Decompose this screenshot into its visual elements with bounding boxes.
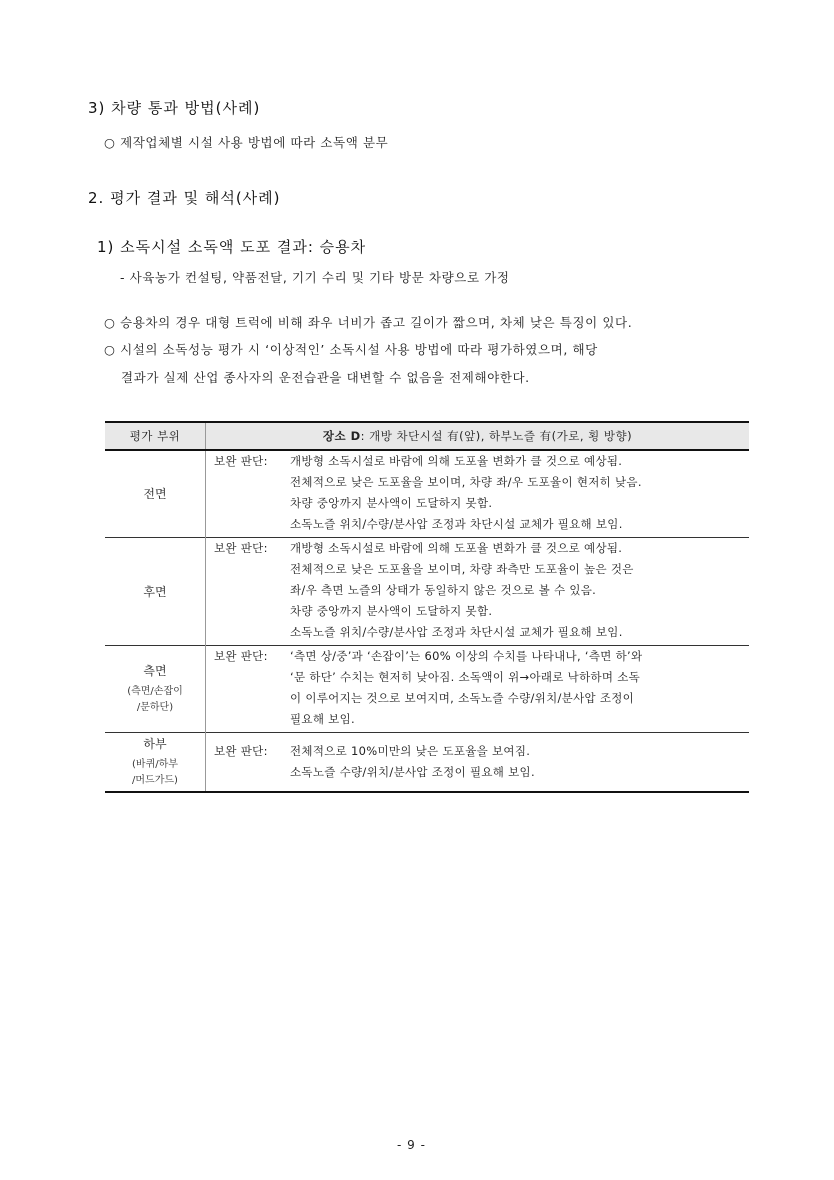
- assessment-text: 좌/우 측면 노즐의 상태가 동일하지 않은 것으로 볼 수 있음.: [290, 583, 597, 597]
- assessment-line: [214, 451, 749, 472]
- supplement-judgment-label: 보완 판단:: [214, 541, 268, 555]
- page-number: - 9 -: [397, 1138, 426, 1152]
- row-part-subtitle: /문하단): [136, 702, 174, 713]
- assessment-text: ‘문 하단’ 수치는 현저히 낮아짐. 소독액이 위→아래로 낙하하며 소독: [290, 670, 641, 684]
- assessment-line: [214, 514, 749, 535]
- row-part-name: 측면: [143, 664, 167, 678]
- row-part-name: 후면: [143, 584, 167, 599]
- row-part-subtitle: /머드가드): [132, 775, 178, 786]
- supplement-judgment-label: 보완 판단:: [214, 744, 268, 758]
- section-3-title: 3) 차량 통과 방법(사례): [88, 99, 261, 117]
- assessment-text: 개방형 소독시설로 바람에 의해 도포율 변화가 클 것으로 예상됨.: [290, 454, 623, 468]
- table-row: [105, 733, 749, 793]
- bullet-sedan-feature: ○ 승용차의 경우 대형 트럭에 비해 좌우 너비가 좁고 길이가 짧으며, 차체 낮은 특징이 있다.: [104, 315, 633, 330]
- assessment-text: 소독노즐 위치/수량/분사압 조정과 차단시설 교체가 필요해 보임.: [290, 517, 623, 531]
- table-row: [105, 538, 749, 646]
- row-assessment-cell: [206, 646, 750, 733]
- assessment-text: 전체적으로 10%미만의 낮은 도포율을 보여짐.: [290, 744, 531, 758]
- assessment-text: 차량 중앙까지 분사액이 도달하지 못함.: [290, 496, 493, 510]
- row-part-name: 전면: [143, 487, 167, 501]
- row-assessment-cell: [206, 733, 750, 793]
- header-location-desc: : 개방 차단시설 有(앞), 하부노즐 有(가로, 횡 방향): [360, 429, 633, 443]
- table-header-row: [105, 422, 749, 450]
- assessment-line: [214, 622, 749, 643]
- assessment-text: 소독노즐 수량/위치/분사압 조정이 필요해 보임.: [290, 765, 535, 779]
- assessment-line: [214, 667, 749, 688]
- assessment-text: 차량 중앙까지 분사액이 도달하지 못함.: [290, 604, 493, 618]
- assessment-line: [214, 646, 749, 667]
- row-part-subtitle: (측면/손잡이: [127, 686, 183, 697]
- assessment-line: [214, 601, 749, 622]
- supplement-judgment-label: 보완 판단:: [214, 454, 268, 468]
- assessment-line: [214, 688, 749, 709]
- header-location-bold: 장소 D: [322, 429, 361, 443]
- assessment-line: [214, 580, 749, 601]
- row-part-cell: [105, 646, 206, 733]
- row-part-cell: [105, 450, 206, 538]
- assessment-line: [214, 538, 749, 559]
- assessment-text: 이 이루어지는 것으로 보여지며, 소독노즐 수량/위치/분사압 조정이: [290, 691, 635, 705]
- assessment-line: [214, 762, 749, 783]
- row-part-cell: [105, 733, 206, 793]
- assessment-text: 필요해 보임.: [290, 712, 355, 726]
- assessment-text: 소독노즐 위치/수량/분사압 조정과 차단시설 교체가 필요해 보임.: [290, 625, 623, 639]
- row-part-subtitle: (바퀴/하부: [132, 759, 178, 770]
- assessment-line: [214, 741, 749, 762]
- section-2-1-title: 1) 소독시설 소독액 도포 결과: 승용차: [97, 238, 367, 256]
- table-row: [105, 450, 749, 538]
- assessment-line: [214, 493, 749, 514]
- assessment-line: [214, 709, 749, 730]
- assessment-text: 전체적으로 낮은 도포율을 보이며, 차량 좌/우 도포율이 현저히 낮음.: [290, 475, 642, 489]
- assessment-line: [214, 559, 749, 580]
- section-3-bullet: ○ 제작업체별 시설 사용 방법에 따라 소독액 분무: [104, 135, 389, 150]
- supplement-judgment-label: 보완 판단:: [214, 649, 268, 663]
- section-2-1-dash-note: - 사육농가 컨설팅, 약품전달, 기기 수리 및 기타 방문 차량으로 가정: [120, 270, 510, 285]
- section-2-title: 2. 평가 결과 및 해석(사례): [88, 189, 281, 207]
- assessment-text: 개방형 소독시설로 바람에 의해 도포율 변화가 클 것으로 예상됨.: [290, 541, 623, 555]
- evaluation-table: [105, 421, 749, 793]
- bullet-evaluation-premise-line1: ○ 시설의 소독성능 평가 시 ‘이상적인’ 소독시설 사용 방법에 따라 평가하였으며, 해당: [104, 342, 598, 357]
- header-evaluation-part: 평가 부위: [105, 422, 206, 450]
- assessment-text: ‘측면 상/중’과 ‘손잡이’는 60% 이상의 수치를 나타내나, ‘측면 하’와: [290, 649, 643, 663]
- bullet-evaluation-premise-line2: 결과가 실제 산업 종사자의 운전습관을 대변할 수 없음을 전제해야한다.: [121, 370, 530, 385]
- assessment-text: 전체적으로 낮은 도포율을 보이며, 차량 좌측만 도포율이 높은 것은: [290, 562, 634, 576]
- row-part-name: 하부: [143, 737, 167, 751]
- header-location-d: [206, 422, 750, 450]
- row-assessment-cell: [206, 450, 750, 538]
- row-assessment-cell: [206, 538, 750, 646]
- table-row: [105, 646, 749, 733]
- row-part-cell: [105, 538, 206, 646]
- assessment-line: [214, 472, 749, 493]
